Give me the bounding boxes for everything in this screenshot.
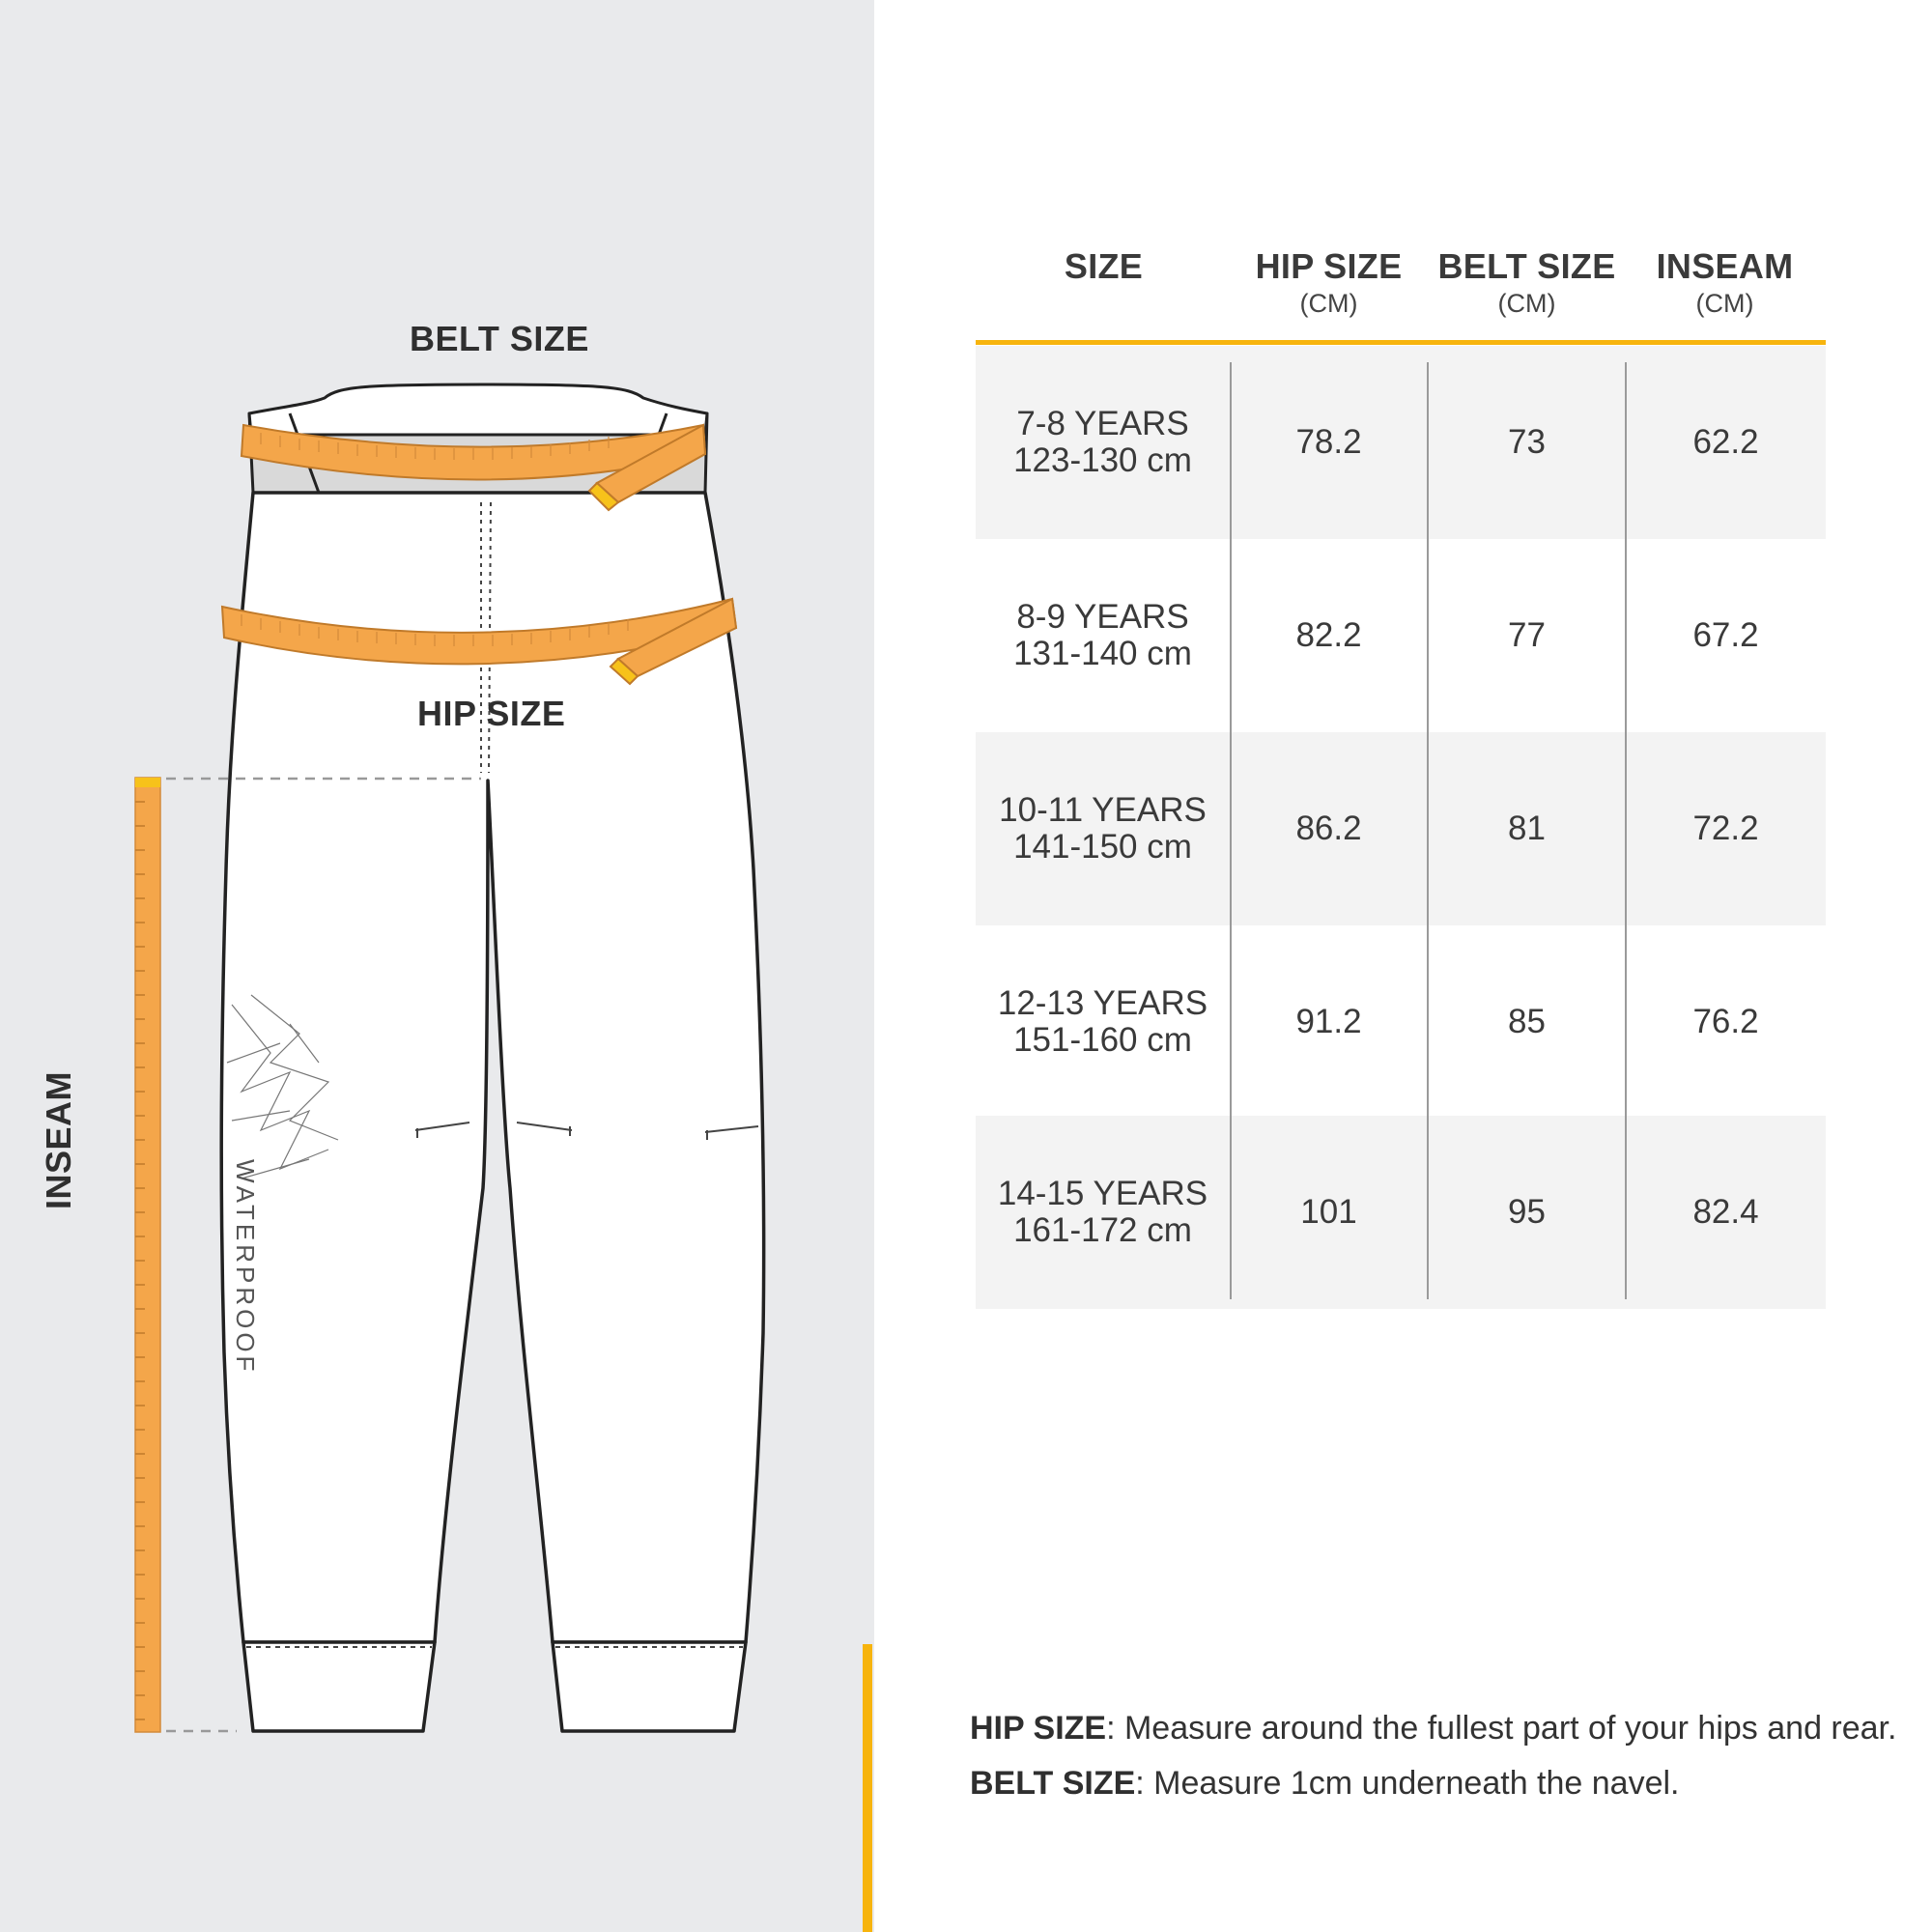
belt-size-label: BELT SIZE [410,319,589,358]
inseam-value: 76.2 [1692,1003,1759,1040]
height-range: 151-160 cm [1013,1021,1192,1059]
hip-value: 86.2 [1295,810,1362,847]
header-unit: (CM) [1497,289,1556,318]
belt-value: 77 [1508,616,1546,654]
inseam-label: INSEAM [39,1070,78,1209]
inseam-value: 67.2 [1692,616,1759,654]
age-range: 14-15 YEARS [997,1175,1208,1212]
size-cell [976,732,1230,925]
hip-value: 78.2 [1295,423,1362,461]
header-rule [976,340,1826,345]
belt-value: 95 [1508,1193,1546,1231]
age-range: 7-8 YEARS [1016,405,1189,442]
size-cell [976,346,1230,539]
belt-value: 73 [1508,423,1546,461]
column-divider [1427,362,1429,1299]
table-row [976,925,1826,1119]
age-range: 8-9 YEARS [1016,598,1189,636]
inseam-value: 62.2 [1692,423,1759,461]
hip-value: 101 [1300,1193,1357,1231]
note-term: BELT SIZE [970,1765,1136,1802]
size-cell [976,925,1230,1119]
print-text: WATERPROOF [231,1159,260,1376]
table-row [976,346,1826,539]
table-row [976,732,1826,925]
cuffs [243,1642,746,1731]
header-hip-size [1230,246,1428,319]
column-divider [1230,362,1232,1299]
header-size [1005,246,1203,289]
belt-size-note [970,1765,1680,1803]
hip-value: 82.2 [1295,616,1362,654]
size-cell [976,1116,1230,1309]
pants-body [221,493,763,1642]
header-unit: (CM) [1695,289,1754,318]
hip-size-note [970,1710,1896,1747]
hip-size-label: HIP SIZE [417,694,566,733]
age-range: 10-11 YEARS [999,791,1207,829]
height-range: 161-172 cm [1013,1211,1192,1249]
height-range: 131-140 cm [1013,635,1192,672]
height-range: 141-150 cm [1013,828,1192,866]
note-text: : Measure 1cm underneath the navel. [1135,1765,1680,1802]
table-row [976,1116,1826,1309]
inseam-value: 72.2 [1692,810,1759,847]
header-inseam [1626,246,1824,319]
age-range: 12-13 YEARS [997,984,1208,1022]
header-label: BELT SIZE [1437,246,1616,286]
header-label: SIZE [1064,246,1144,286]
note-term: HIP SIZE [970,1710,1107,1747]
header-unit: (CM) [1299,289,1358,318]
belt-value: 85 [1508,1003,1546,1040]
column-divider [1625,362,1627,1299]
header-belt-size [1428,246,1626,319]
height-range: 123-130 cm [1013,441,1192,479]
inseam-ruler-icon [135,778,160,1732]
inseam-value: 82.4 [1692,1193,1759,1231]
hip-value: 91.2 [1295,1003,1362,1040]
belt-value: 81 [1508,810,1546,847]
header-label: INSEAM [1656,246,1794,286]
table-row [976,539,1826,732]
size-cell [976,539,1230,732]
header-label: HIP SIZE [1255,246,1403,286]
pants-illustration [0,0,874,1932]
note-text: : Measure around the fullest part of your hips and rear. [1106,1710,1897,1747]
